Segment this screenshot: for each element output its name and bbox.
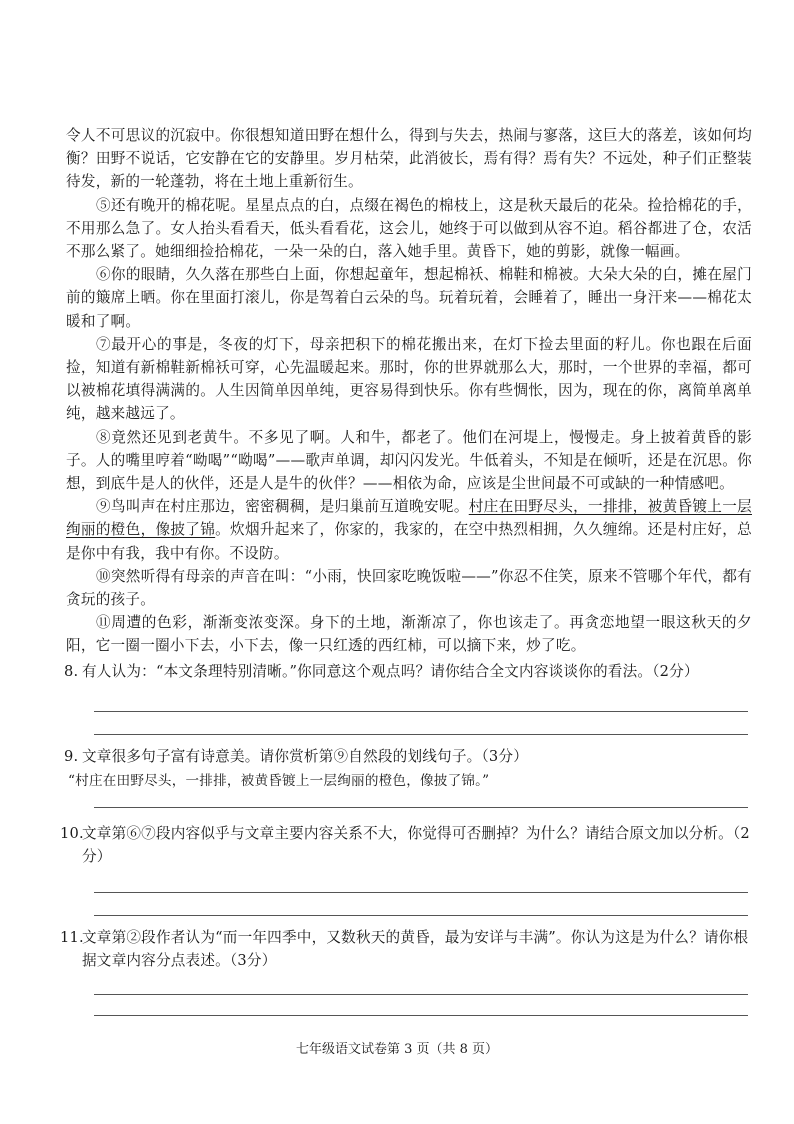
- passage-paragraph-10: ⑩突然听得有母亲的声音在叫：“小雨，快回家吃晚饭啦——”你忍不住笑，原来不管哪个年代，都有贪玩的孩子。: [66, 567, 752, 609]
- question-11-number: 11.: [60, 928, 84, 946]
- question-9-text: 文章很多句子富有诗意美。请你赏析第⑨自然段的划线句子。（3分）: [82, 747, 529, 765]
- passage-paragraph-7: ⑦最开心的事是，冬夜的灯下，母亲把积下的棉花搬出来，在灯下捡去里面的籽儿。你也跟在后面捡，知道有新棉鞋新棉袄可穿，心先温暖起来。那时，你的世界就那么大，那时，一个世界的幸福，都可以被棉花填得满满的。人生因简单因单纯，更容易得到快乐。你有些惆怅，因为，现在的你，离简单离单纯，越来越远了。: [66, 335, 752, 423]
- question-10-text: 文章第⑥⑦段内容似乎与文章主要内容关系不大，你觉得可否删掉？为什么？请结合原文加以分析。（2分）: [82, 824, 750, 865]
- paragraph-9-end: 。炊烟升起来了，你家的，我家的，在空中热烈相拥，久久缠绵。还是村庄好，总是你中有我，我中有你。不设防。: [66, 521, 752, 562]
- question-10-number: 10.: [60, 824, 84, 842]
- question-8-text: 有人认为：“本文条理特别清晰。”你同意这个观点吗？请你结合全文内容谈谈你的看法。（2分）: [82, 662, 699, 680]
- answer-line[interactable]: [94, 994, 748, 995]
- answer-line[interactable]: [94, 734, 748, 735]
- question-8-number: 8.: [64, 662, 79, 680]
- answer-line[interactable]: [94, 915, 748, 916]
- page-footer: 七年级语文试卷第 3 页（共 8 页）: [295, 1042, 499, 1057]
- passage-paragraph-9: [66, 495, 752, 565]
- question-9-number: 9.: [64, 747, 79, 765]
- answer-line[interactable]: [94, 711, 748, 712]
- answer-line[interactable]: [94, 1015, 748, 1016]
- question-9: [66, 745, 752, 793]
- question-9-quote: “村庄在田野尽头，一排排，被黄昏镀上一层绚丽的橙色，像披了锦。”: [68, 772, 490, 789]
- passage-paragraph-continued: 令人不可思议的沉寂中。你很想知道田野在想什么，得到与失去，热闹与寥落，这巨大的落差，该如何均衡？田野不说话，它安静在它的安静里。岁月枯荣，此消彼长，焉有得？焉有失？不远处，种子们正整装待发，新的一轮蓬勃，将在土地上重新衍生。: [66, 127, 752, 191]
- paragraph-9-start: ⑨鸟叫声在村庄那边，密密稠稠，是归巢前互道晚安呢。: [96, 498, 469, 516]
- passage-paragraph-8: ⑧竟然还见到老黄牛。不多见了啊。人和牛，都老了。他们在河堤上，慢慢走。身上披着黄昏的影子。人的嘴里哼着“呦喝”“呦喝”——歌声单调，却闪闪发光。牛低着头，不知是在倾听，还是在沉思。你想，到底牛是人的伙伴，还是人是牛的伙伴？——相依为命，应该是尘世间最不可或缺的一种情感吧。: [66, 428, 752, 493]
- question-11: [60, 926, 752, 972]
- underlined-sentence: 村庄在田野尽头，一排排，被黄昏镀上一层绚丽的橙色，像披了锦: [66, 498, 752, 539]
- passage-paragraph-5: ⑤还有晚开的棉花呢。星星点点的白，点缀在褐色的棉枝上，这是秋天最后的花朵。捡拾棉花的手，不用那么急了。女人抬头看看天，低头看看花，这会儿，她终于可以做到从容不迫。稻谷都进了仓，农活不那么紧了。她细细捡拾棉花，一朵一朵的白，落入她手里。黄昏下，她的剪影，就像一幅画。: [66, 196, 752, 261]
- exam-page: [60, 124, 752, 1016]
- question-10: [60, 822, 752, 868]
- passage-paragraph-6: ⑥你的眼睛，久久落在那些白上面，你想起童年，想起棉袄、棉鞋和棉被。大朵大朵的白，摊在屋门前的簸席上晒。你在里面打滚儿，你是驾着白云朵的鸟。玩着玩着，会睡着了，睡出一身汗来——棉花太暖和了啊。: [66, 266, 752, 330]
- passage-paragraph-11: ⑪周遭的色彩，渐渐变浓变深。身下的土地，渐渐凉了，你也该走了。再贪恋地望一眼这秋天的夕阳，它一圈一圈小下去，小下去，像一只红透的西红柿，可以摘下来，炒了吃。: [66, 614, 752, 655]
- question-8: [66, 660, 752, 683]
- answer-line[interactable]: [94, 807, 748, 808]
- question-11-text: 文章第②段作者认为“而一年四季中，又数秋天的黄昏，最为安详与丰满”。你认为这是为什么？请你根据文章内容分点表述。（3分）: [82, 928, 749, 969]
- answer-line[interactable]: [94, 892, 748, 893]
